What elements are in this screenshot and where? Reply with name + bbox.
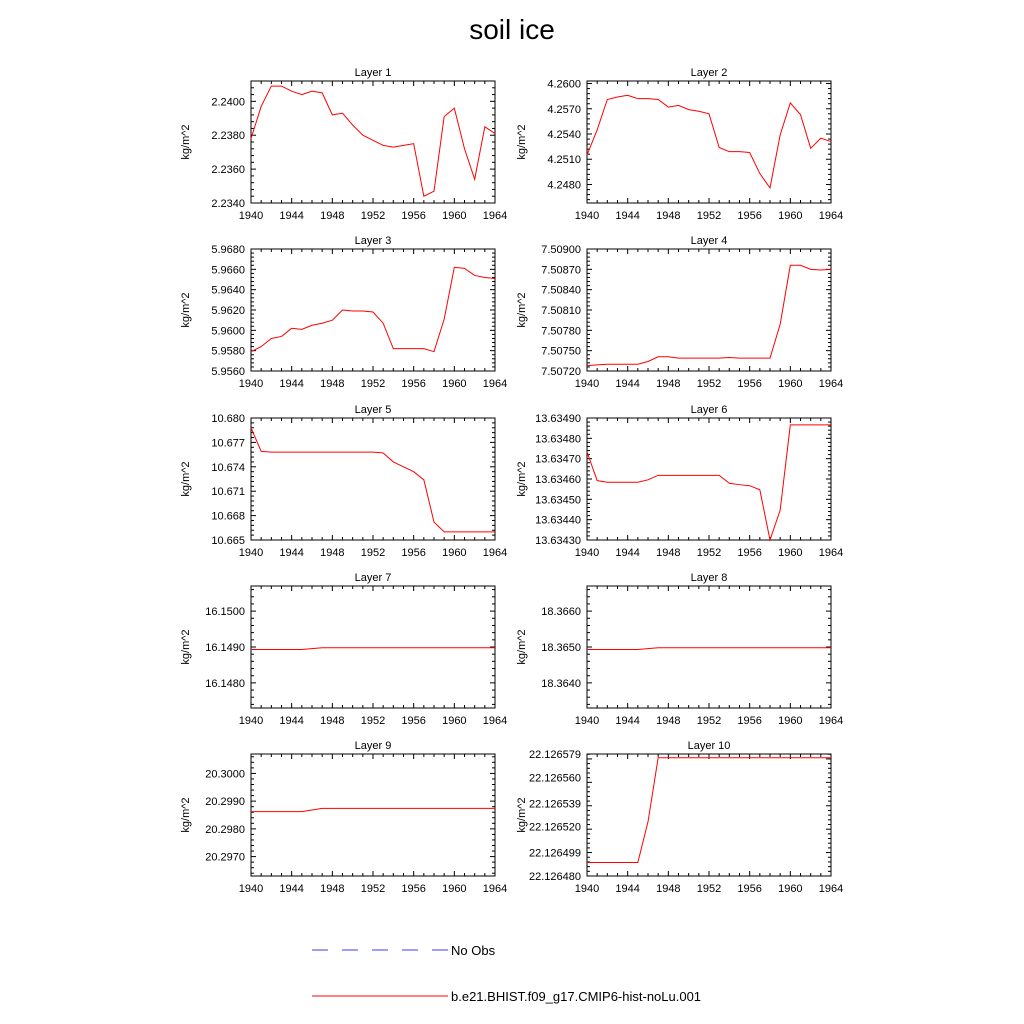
x-tick-label: 1940 [574, 715, 600, 727]
y-tick-label: 4.2480 [547, 179, 581, 192]
x-tick-label: 1960 [442, 715, 467, 727]
y-tick-label: 10.668 [211, 510, 245, 523]
y-tick-label: 16.1480 [205, 677, 245, 690]
x-tick-label: 1940 [574, 883, 600, 895]
x-tick-label: 1964 [818, 547, 844, 559]
x-tick-label: 1956 [737, 378, 762, 390]
series-line [251, 267, 495, 351]
page-title: soil ice [469, 14, 555, 45]
x-tick-label: 1940 [238, 715, 264, 727]
panel-title: Layer 9 [354, 740, 392, 752]
y-tick-label: 5.9600 [211, 325, 245, 338]
y-tick-label: 2.2400 [211, 96, 245, 109]
x-tick-label: 1964 [818, 883, 844, 895]
y-tick-label: 22.126520 [529, 821, 581, 834]
plot-frame [251, 754, 495, 876]
x-tick-label: 1948 [320, 210, 345, 222]
y-tick-label: 5.9660 [211, 264, 245, 277]
panel-title: Layer 10 [687, 740, 731, 752]
y-tick-label: 22.126560 [529, 772, 581, 785]
panel-layer-1 [180, 67, 507, 222]
panel-layer-2 [516, 67, 843, 222]
x-tick-label: 1940 [238, 883, 264, 895]
x-tick-label: 1948 [320, 883, 345, 895]
plot-frame [251, 81, 495, 203]
y-tick-label: 2.2360 [211, 164, 245, 177]
y-tick-label: 13.63490 [535, 413, 581, 425]
panel-layer-9 [180, 740, 507, 895]
y-tick-label: 10.674 [211, 461, 245, 474]
y-axis-label: kg/m^2 [180, 461, 192, 497]
x-tick-label: 1944 [279, 378, 304, 390]
x-tick-label: 1944 [279, 547, 304, 559]
x-tick-label: 1940 [574, 210, 600, 222]
x-tick-label: 1940 [238, 210, 264, 222]
x-tick-label: 1956 [401, 883, 426, 895]
x-tick-label: 1948 [656, 210, 681, 222]
x-tick-label: 1964 [818, 715, 844, 727]
y-tick-label: 2.2340 [211, 198, 245, 210]
x-tick-label: 1940 [574, 547, 600, 559]
x-tick-label: 1956 [737, 883, 762, 895]
y-tick-label: 4.2600 [547, 78, 581, 91]
y-axis-label: kg/m^2 [180, 629, 192, 665]
x-tick-label: 1964 [818, 210, 844, 222]
plot-frame [587, 586, 831, 708]
x-tick-label: 1948 [320, 547, 345, 559]
x-tick-label: 1952 [696, 210, 722, 222]
series-line [587, 425, 831, 540]
y-tick-label: 10.671 [211, 486, 245, 499]
panel-layer-6 [516, 404, 843, 559]
y-tick-label: 13.63480 [535, 433, 581, 446]
x-tick-label: 1964 [482, 547, 508, 559]
x-tick-label: 1952 [360, 883, 386, 895]
series-line [587, 265, 831, 365]
plot-frame [251, 586, 495, 708]
x-tick-label: 1960 [442, 883, 467, 895]
y-tick-label: 7.50750 [541, 345, 581, 358]
y-axis-label: kg/m^2 [516, 797, 528, 833]
panel-title: Layer 6 [690, 404, 728, 416]
panel-layer-8 [516, 572, 843, 727]
x-tick-label: 1964 [818, 378, 844, 390]
panel-layer-3 [180, 235, 507, 390]
series-line [251, 648, 495, 650]
x-tick-label: 1948 [656, 547, 681, 559]
x-tick-label: 1960 [778, 210, 803, 222]
plot-frame [587, 418, 831, 540]
x-tick-label: 1964 [482, 883, 508, 895]
y-axis-label: kg/m^2 [516, 461, 528, 497]
x-tick-label: 1944 [615, 547, 640, 559]
y-tick-label: 20.2980 [205, 823, 245, 836]
y-tick-label: 13.63450 [535, 494, 581, 507]
y-tick-label: 5.9620 [211, 305, 245, 317]
y-axis-label: kg/m^2 [180, 797, 192, 833]
x-tick-label: 1956 [401, 378, 426, 390]
legend-label-model-run: b.e21.BHIST.f09_g17.CMIP6-hist-noLu.001 [451, 989, 702, 1004]
x-tick-label: 1952 [696, 715, 722, 727]
panel-layer-5 [180, 404, 507, 559]
x-tick-label: 1944 [279, 210, 304, 222]
series-line [587, 648, 831, 650]
x-tick-label: 1964 [482, 378, 508, 390]
x-tick-label: 1952 [360, 547, 386, 559]
y-axis-label: kg/m^2 [516, 292, 528, 328]
y-axis-label: kg/m^2 [516, 124, 528, 160]
y-tick-label: 5.9680 [211, 244, 245, 256]
y-tick-label: 7.50810 [541, 305, 581, 317]
x-tick-label: 1956 [401, 547, 426, 559]
y-tick-label: 5.9640 [211, 284, 245, 297]
x-tick-label: 1952 [696, 883, 722, 895]
x-tick-label: 1948 [320, 715, 345, 727]
plot-frame [587, 754, 831, 876]
x-tick-label: 1956 [401, 210, 426, 222]
y-tick-label: 7.50720 [541, 366, 581, 378]
y-axis-label: kg/m^2 [180, 292, 192, 328]
y-tick-label: 13.63470 [535, 453, 581, 466]
x-tick-label: 1944 [279, 715, 304, 727]
series-line [251, 428, 495, 532]
y-tick-label: 20.2990 [205, 796, 245, 809]
legend-label-no-obs: No Obs [451, 943, 496, 958]
panel-title: Layer 8 [690, 572, 728, 584]
plot-frame [251, 418, 495, 540]
x-tick-label: 1948 [656, 378, 681, 390]
y-tick-label: 2.2380 [211, 130, 245, 143]
x-tick-label: 1944 [615, 378, 640, 390]
series-line [587, 758, 831, 863]
x-tick-label: 1940 [238, 378, 264, 390]
panel-layer-4 [516, 235, 843, 390]
x-tick-label: 1960 [778, 547, 803, 559]
y-tick-label: 22.126499 [529, 847, 581, 860]
x-tick-label: 1952 [360, 210, 386, 222]
x-tick-label: 1960 [442, 547, 467, 559]
panel-title: Layer 1 [354, 67, 392, 79]
x-tick-label: 1952 [360, 378, 386, 390]
panel-layer-7 [180, 572, 507, 727]
x-tick-label: 1960 [442, 378, 467, 390]
y-tick-label: 10.665 [211, 535, 245, 547]
x-tick-label: 1944 [615, 715, 640, 727]
x-tick-label: 1948 [320, 378, 345, 390]
panel-title: Layer 5 [354, 404, 392, 416]
y-tick-label: 13.63430 [535, 535, 581, 547]
x-tick-label: 1948 [656, 715, 681, 727]
x-tick-label: 1944 [615, 210, 640, 222]
x-tick-label: 1956 [401, 715, 426, 727]
y-tick-label: 7.50840 [541, 284, 581, 297]
x-tick-label: 1956 [737, 547, 762, 559]
x-tick-label: 1944 [615, 883, 640, 895]
plot-frame [587, 249, 831, 371]
panel-layer-10 [516, 740, 843, 895]
x-tick-label: 1960 [778, 883, 803, 895]
x-tick-label: 1940 [238, 547, 264, 559]
x-tick-label: 1960 [778, 378, 803, 390]
x-tick-label: 1948 [656, 883, 681, 895]
x-tick-label: 1944 [279, 883, 304, 895]
x-tick-label: 1952 [696, 378, 722, 390]
y-tick-label: 5.9560 [211, 366, 245, 378]
y-tick-label: 7.50780 [541, 325, 581, 338]
y-tick-label: 10.677 [211, 437, 245, 450]
y-axis-label: kg/m^2 [180, 124, 192, 160]
y-tick-label: 20.3000 [205, 768, 245, 781]
x-tick-label: 1952 [696, 547, 722, 559]
x-tick-label: 1960 [442, 210, 467, 222]
y-tick-label: 4.2540 [547, 129, 581, 142]
y-tick-label: 16.1500 [205, 606, 245, 619]
y-tick-label: 7.50900 [541, 244, 581, 256]
x-tick-label: 1964 [482, 210, 508, 222]
x-tick-label: 1964 [482, 715, 508, 727]
y-tick-label: 7.50870 [541, 264, 581, 277]
x-tick-label: 1952 [360, 715, 386, 727]
panel-title: Layer 3 [354, 235, 392, 247]
x-tick-label: 1940 [574, 378, 600, 390]
y-tick-label: 4.2510 [547, 154, 581, 167]
plot-frame [587, 81, 831, 203]
y-tick-label: 10.680 [211, 413, 245, 425]
panel-title: Layer 4 [690, 235, 728, 247]
panel-title: Layer 2 [690, 67, 728, 79]
y-tick-label: 22.126579 [529, 749, 581, 761]
y-tick-label: 18.3650 [541, 642, 581, 654]
y-axis-label: kg/m^2 [516, 629, 528, 665]
series-line [251, 86, 495, 196]
panel-title: Layer 7 [354, 572, 392, 584]
y-tick-label: 5.9580 [211, 345, 245, 358]
y-tick-label: 13.63460 [535, 474, 581, 486]
x-tick-label: 1960 [778, 715, 803, 727]
series-line [251, 808, 495, 811]
y-tick-label: 13.63440 [535, 514, 581, 527]
y-tick-label: 18.3660 [541, 606, 581, 619]
y-tick-label: 22.126539 [529, 798, 581, 811]
y-tick-label: 22.126480 [529, 871, 581, 883]
x-tick-label: 1956 [737, 715, 762, 727]
x-tick-label: 1956 [737, 210, 762, 222]
y-tick-label: 18.3640 [541, 677, 581, 690]
series-line [587, 95, 831, 188]
y-tick-label: 4.2570 [547, 103, 581, 116]
y-tick-label: 20.2970 [205, 851, 245, 864]
y-tick-label: 16.1490 [205, 642, 245, 654]
